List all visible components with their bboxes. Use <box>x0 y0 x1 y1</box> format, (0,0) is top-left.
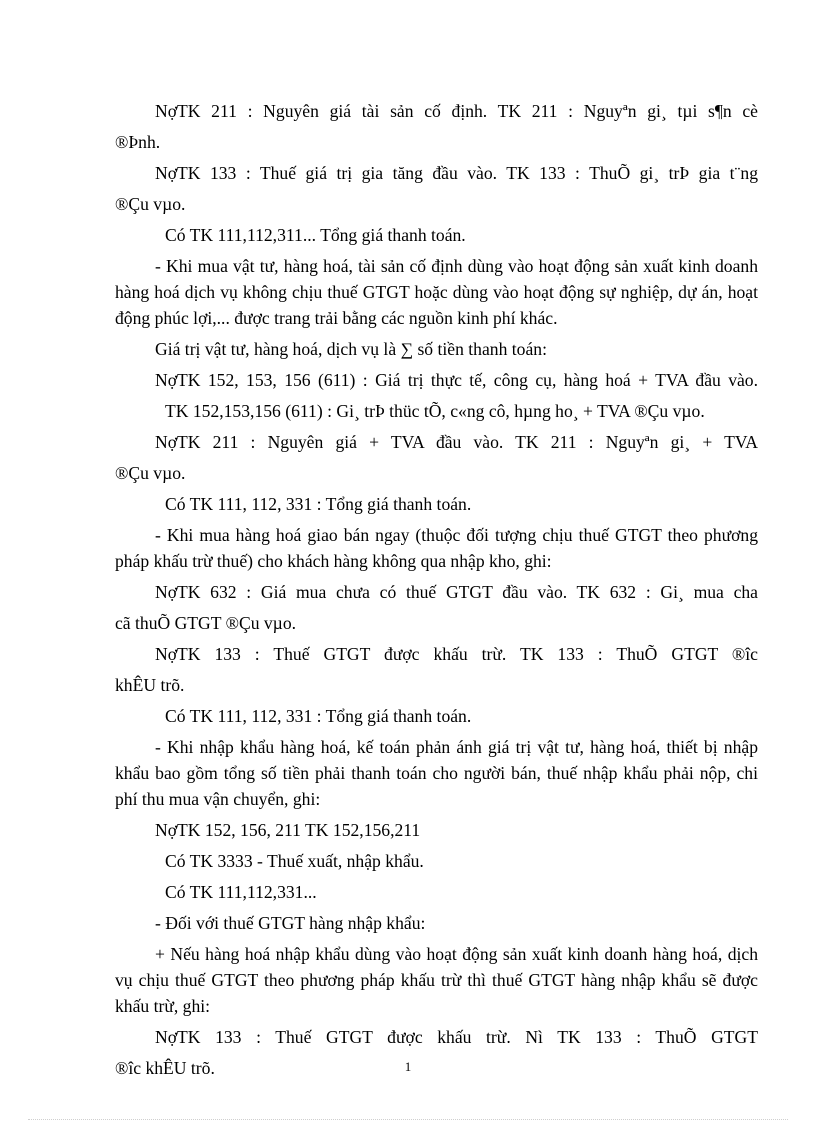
document-body <box>115 98 758 1086</box>
paragraph: ®îc khÊU trõ. <box>115 1058 215 1078</box>
paragraph: NợTK 211 : Nguyên giá tài sản cố định. TK 211 : Nguyªn gi¸ tµi s¶n cè <box>155 101 758 121</box>
paragraph: NợTK 632 : Giá mua chưa có thuế GTGT đầu vào. TK 632 : Gi¸ mua cha <box>155 582 758 602</box>
paragraph: Có TK 111,112,331... <box>165 882 317 902</box>
paragraph: Có TK 111, 112, 331 : Tổng giá thanh toán. <box>165 706 472 726</box>
paragraph: TK 152,153,156 (611) : Gi¸ trÞ thüc tÕ, c«ng cô, hµng ho¸ + TVA ®Çu vµo. <box>165 401 705 421</box>
paragraph: NợTK 133 : Thuế GTGT được khấu trừ. Nì TK 133 : ThuÕ GTGT <box>155 1027 758 1047</box>
paragraph: NợTK 133 : Thuế GTGT được khấu trừ. TK 133 : ThuÕ GTGT ®îc <box>155 644 758 664</box>
paragraph: NợTK 211 : Nguyên giá + TVA đầu vào. TK 211 : Nguyªn gi¸ + TVA <box>155 432 758 452</box>
paragraph: - Khi mua vật tư, hàng hoá, tài sản cố định dùng vào hoạt động sản xuất kinh doanh hàng hoá dịch vụ không chịu thuế GTGT hoặc dùng vào hoạt động sự nghiệp, dự án, hoạt động phúc lợi,... được trang trải bằng các nguồn kinh phí khác. <box>115 256 758 328</box>
paragraph: NợTK 133 : Thuế giá trị gia tăng đầu vào. TK 133 : ThuÕ gi¸ trÞ gia t¨ng <box>155 163 758 183</box>
paragraph: ®Þnh. <box>115 132 161 152</box>
paragraph: Có TK 111, 112, 331 : Tổng giá thanh toán. <box>165 494 472 514</box>
paragraph: Giá trị vật tư, hàng hoá, dịch vụ là ∑ số tiền thanh toán: <box>155 339 547 359</box>
paragraph: NợTK 152, 156, 211 TK 152,156,211 <box>155 820 421 840</box>
paragraph: ®Çu vµo. <box>115 463 186 483</box>
page-bottom-divider <box>28 1119 788 1120</box>
paragraph: - Đối với thuế GTGT hàng nhập khẩu: <box>155 913 426 933</box>
paragraph: - Khi mua hàng hoá giao bán ngay (thuộc đối tượng chịu thuế GTGT theo phương pháp khấu trừ thuế) cho khách hàng không qua nhập kho, ghi: <box>115 525 758 571</box>
paragraph: Có TK 111,112,311... Tổng giá thanh toán. <box>165 225 466 245</box>
paragraph: Có TK 3333 - Thuế xuất, nhập khẩu. <box>165 851 424 871</box>
paragraph: + Nếu hàng hoá nhập khẩu dùng vào hoạt động sản xuất kinh doanh hàng hoá, dịch vụ chịu thuế GTGT theo phương pháp khấu trừ thì thuế GTGT hàng nhập khẩu sẽ được khấu trừ, ghi: <box>115 944 758 1016</box>
paragraph: khÊU trõ. <box>115 675 185 695</box>
paragraph: NợTK 152, 153, 156 (611) : Giá trị thực tế, công cụ, hàng hoá + TVA đầu vào. <box>155 370 758 390</box>
paragraph: cã thuÕ GTGT ®Çu vµo. <box>115 613 297 633</box>
paragraph: ®Çu vµo. <box>115 194 186 214</box>
page-number: 1 <box>404 1059 412 1074</box>
paragraph: - Khi nhập khẩu hàng hoá, kế toán phản ánh giá trị vật tư, hàng hoá, thiết bị nhập khẩu bao gồm tổng số tiền phải thanh toán cho người bán, thuế nhập khẩu phải nộp, chi phí thu mua vận chuyển, ghi: <box>115 737 758 809</box>
